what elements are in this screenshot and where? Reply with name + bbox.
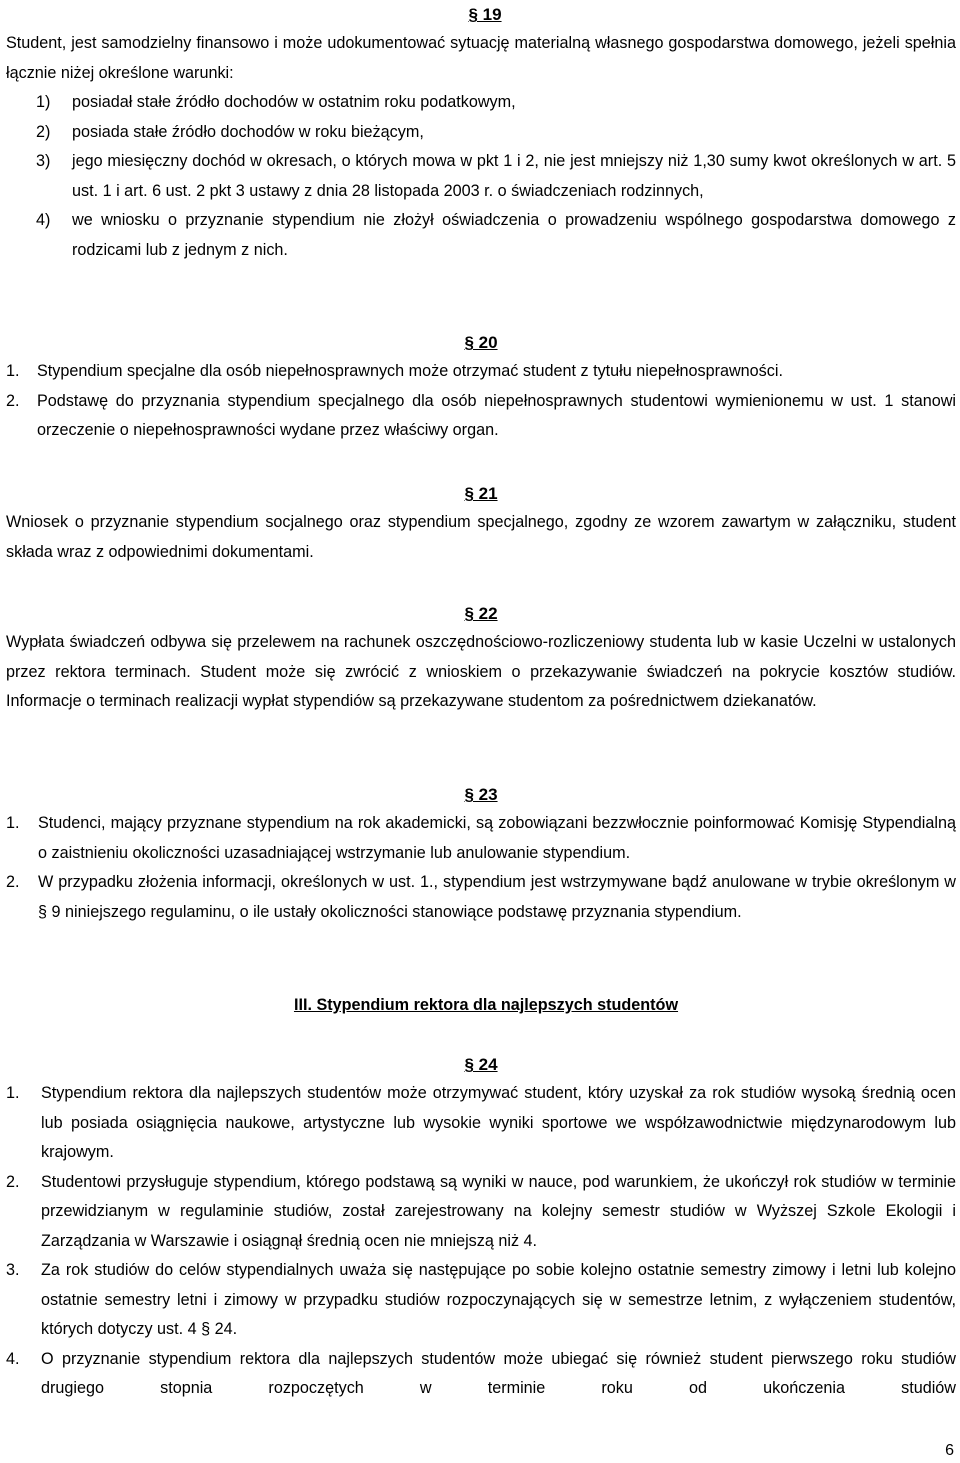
list-item — [6, 1079, 956, 1168]
list-item — [6, 1345, 956, 1404]
section-heading: § 24 — [464, 1055, 498, 1074]
list-item — [36, 147, 956, 206]
section-heading: § 23 — [464, 785, 498, 804]
item-number: 2) — [36, 122, 51, 141]
item-number: 4. — [6, 1349, 20, 1368]
page-number: 6 — [945, 1442, 954, 1459]
section-heading: § 20 — [464, 333, 498, 352]
item-number: 1) — [36, 93, 51, 111]
item-text: O przyznanie stypendium rektora dla najlepszych studentów może ubiegać się również student pierwszego roku studiów drugiego stopnia rozpoczętych w terminie roku od ukończenia studiów — [41, 1349, 956, 1397]
item-number: 2. — [6, 1172, 20, 1191]
list-item — [6, 387, 956, 446]
section-intro: Student, jest samodzielny finansowo i może udokumentować sytuację materialną własnego gospodarstwa domowego, jeżeli spełnia łącznie niżej określone warunki: — [6, 34, 956, 82]
item-text: Studentowi przysługuje stypendium, którego podstawą są wyniki w nauce, pod warunkiem, że ukończył rok studiów w terminie przewidzianym w regulaminie studiów, został zarejestrowany na kolejny semestr studiów w Wyższej Szkole Ekologii i Zarządzania w Warszawie i osiągnął średnią ocen nie mniejszą niż 4. — [41, 1172, 956, 1250]
item-number: 2. — [6, 873, 20, 891]
section-21 — [6, 479, 956, 567]
list-item — [36, 206, 956, 265]
item-number: 1. — [6, 1084, 20, 1102]
item-text: posiadał stałe źródło dochodów w ostatnim roku podatkowym, — [72, 93, 516, 111]
item-number: 1. — [6, 814, 20, 832]
item-text: W przypadku złożenia informacji, określonych w ust. 1., stypendium jest wstrzymywane bądź anulowane w trybie określonym w § 9 niniejszego regulaminu, o ile ustały okoliczności stanowiące podstawę przyznania stypendium. — [38, 873, 956, 921]
item-text: jego miesięczny dochód w okresach, o których mowa w pkt 1 i 2, nie jest mniejszy niż 1,30 sumy kwot określonych w art. 5 ust. 1 i art. 6 ust. 2 pkt 3 ustawy z dnia 28 listopada 2003 r. o świadczeniach rodzinnych, — [72, 152, 956, 200]
item-text: we wniosku o przyznanie stypendium nie złożył oświadczenia o prowadzeniu wspólnego gospodarstwa domowego z rodzicami lub z jednym z nich. — [72, 211, 956, 259]
conditions-list — [6, 88, 956, 265]
item-text: posiada stałe źródło dochodów w roku bieżącym, — [72, 122, 424, 141]
section-text: Wypłata świadczeń odbywa się przelewem na rachunek oszczędnościowo-rozliczeniowy studenta lub w kasie Uczelni w ustalonych przez rektora terminach. Student może się zwrócić z wnioskiem o przekazywanie świadczeń na pokrycie kosztów studiów. Informacje o terminach realizacji wypłat stypendiów są przekazywane studentom za pośrednictwem dziekanatów. — [6, 633, 956, 710]
section-19 — [6, 0, 956, 265]
item-number: 1. — [6, 362, 20, 380]
section-heading: § 19 — [468, 5, 502, 24]
item-text: Stypendium specjalne dla osób niepełnosprawnych może otrzymać student z tytułu niepełnosprawności. — [37, 362, 783, 380]
section-22 — [6, 599, 956, 717]
section-heading: § 21 — [464, 484, 498, 503]
item-number: 3) — [36, 152, 51, 170]
item-text: Stypendium rektora dla najlepszych studentów może otrzymywać student, który uzyskał za rok studiów wysoką średnią ocen lub posiada osiągnięcia naukowe, artystyczne lub wysokie wyniki sportowe we współzawodnictwie międzynarodowym lub krajowym. — [41, 1084, 956, 1161]
section-23 — [6, 780, 956, 927]
section-20 — [6, 328, 956, 446]
list-item — [6, 1256, 956, 1345]
item-text: Za rok studiów do celów stypendialnych uważa się następujące po sobie kolejno ostatnie semestry zimowy i letni lub kolejno ostatnie semestry letni i zimowy w przypadku studiów rozpoczynających się w semestrze letnim, z wyłączeniem studentów, których dotyczy ust. 4 § 24. — [41, 1261, 956, 1338]
list-item — [36, 88, 956, 118]
item-text: Podstawę do przyznania stypendium specjalnego dla osób niepełnosprawnych studentowi wymienionemu w ust. 1 stanowi orzeczenie o niepełnosprawności wydane przez właściwy organ. — [37, 391, 956, 439]
item-number: 2. — [6, 391, 20, 410]
section-text: Wniosek o przyznanie stypendium socjalnego oraz stypendium specjalnego, zgodny ze wzorem zawartym w załączniku, student składa wraz z odpowiednimi dokumentami. — [6, 513, 956, 561]
list-item — [6, 868, 956, 927]
item-number: 4) — [36, 211, 51, 229]
list-item — [6, 357, 956, 387]
section-heading: § 22 — [464, 604, 498, 623]
list-item — [6, 809, 956, 868]
section-24 — [6, 1050, 956, 1404]
list-item — [6, 1168, 956, 1257]
chapter-title: III. Stypendium rektora dla najlepszych studentów — [293, 996, 679, 1014]
item-text: Studenci, mający przyznane stypendium na rok akademicki, są zobowiązani bezzwłocznie poinformować Komisję Stypendialną o zaistnieniu okoliczności uzasadniającej wstrzymanie lub anulowanie stypendium. — [38, 814, 956, 862]
item-number: 3. — [6, 1261, 20, 1279]
list-item — [36, 118, 956, 148]
